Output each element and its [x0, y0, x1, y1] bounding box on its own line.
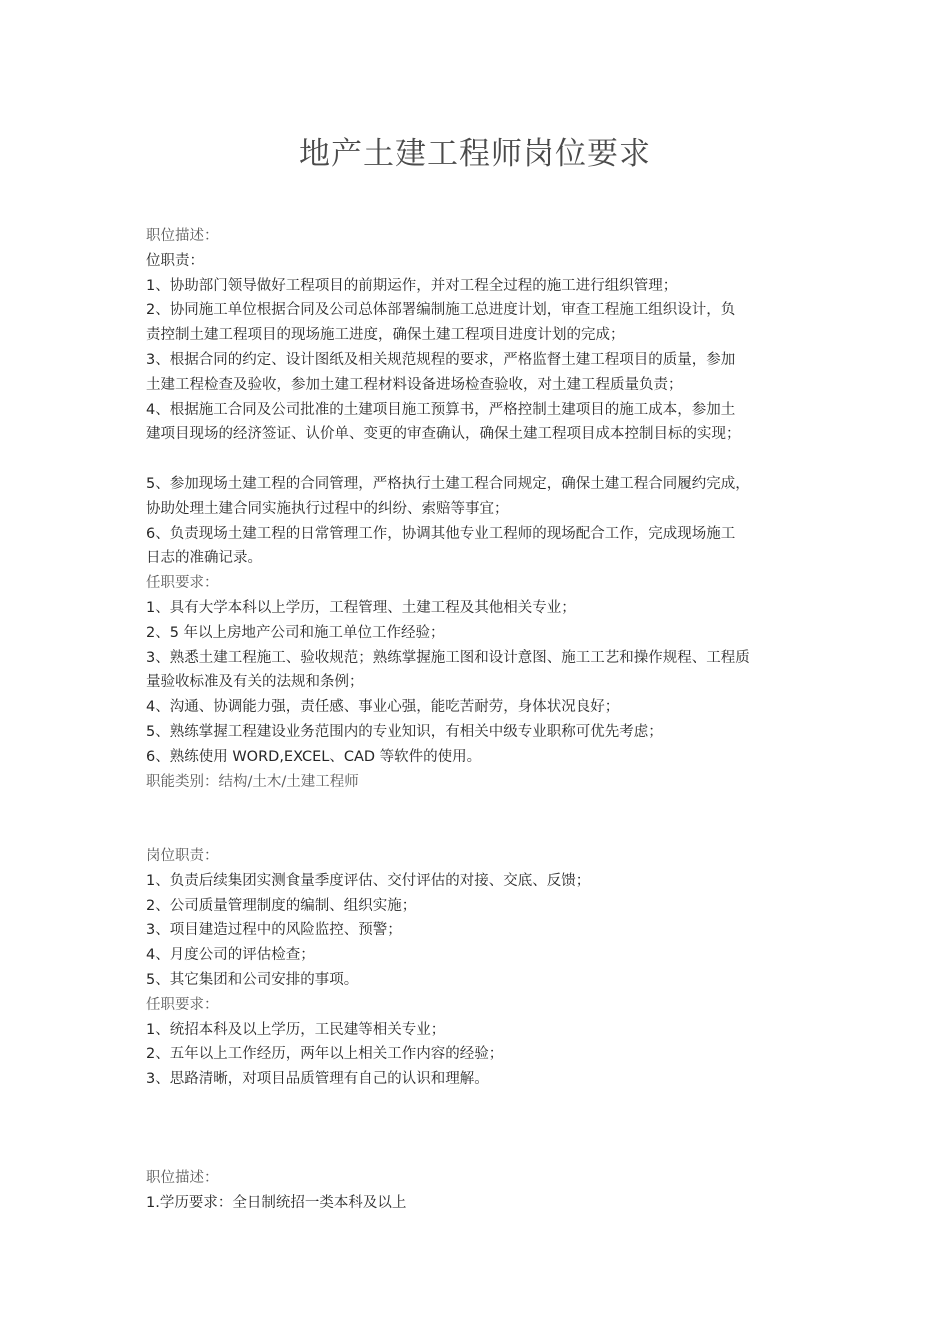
document-title: 地产土建工程师岗位要求	[299, 136, 651, 172]
section2-requirement: 2、五年以上工作经历，两年以上相关工作内容的经验；	[146, 1046, 504, 1063]
section1-line: 2、协同施工单位根据合同及公司总体部署编制施工总进度计划，审查工程施工组织设计，负	[146, 302, 736, 319]
blank-line	[146, 447, 816, 472]
section1-requirements-heading: 任职要求：	[146, 575, 219, 592]
section1-line: 责控制土建工程项目的现场施工进度，确保土建工程项目进度计划的完成；	[146, 327, 625, 344]
section1-line: 6、负责现场土建工程的日常管理工作，协调其他专业工程师的现场配合工作，完成现场施工	[146, 525, 736, 542]
section2-heading: 岗位职责：	[146, 847, 219, 864]
section1-category: 职能类别：结构/土木/土建工程师	[146, 773, 359, 790]
section1-requirement: 1、具有大学本科以上学历，工程管理、土建工程及其他相关专业；	[146, 599, 576, 616]
blank-line	[146, 1092, 816, 1166]
section1-line: 土建工程检查及验收，参加土建工程材料设备进场检查验收，对土建工程质量负责；	[146, 376, 683, 393]
section1-line: 协助处理土建合同实施执行过程中的纠纷、索赔等事宜；	[146, 500, 509, 517]
section2-requirements-heading: 任职要求：	[146, 996, 219, 1013]
section1-requirement: 4、沟通、协调能力强，责任感、事业心强，能吃苦耐劳，身体状况良好；	[146, 699, 620, 716]
section1-heading: 职位描述：	[146, 228, 219, 244]
section1-requirement: 3、熟悉土建工程施工、验收规范；熟练掌握施工图和设计意图、施工工艺和操作规程、工程质	[146, 649, 750, 666]
section1-requirement: 6、熟练使用 WORD,EXCEL、CAD 等软件的使用。	[146, 748, 482, 765]
section1-line: 1、协助部门领导做好工程项目的前期运作，并对工程全过程的施工进行组织管理；	[146, 277, 678, 294]
section1-requirement: 量验收标准及有关的法规和条例；	[146, 674, 364, 691]
section1-line: 建项目现场的经济签证、认价单、变更的审查确认，确保土建工程项目成本控制目标的实现；	[146, 426, 741, 443]
section2-line: 2、公司质量管理制度的编制、组织实施；	[146, 897, 417, 914]
section2-line: 1、负责后续集团实测食量季度评估、交付评估的对接、交底、反馈；	[146, 872, 591, 889]
section3-line: 1.学历要求：全日制统招一类本科及以上	[146, 1195, 407, 1212]
section2-line: 4、月度公司的评估检查；	[146, 947, 315, 964]
section2-requirement: 1、统招本科及以上学历，工民建等相关专业；	[146, 1021, 446, 1038]
section2-line: 5、其它集团和公司安排的事项。	[146, 971, 359, 988]
section3-heading: 职位描述：	[146, 1170, 219, 1187]
section1-line: 日志的准确记录。	[146, 550, 262, 567]
section1-line: 5、参加现场土建工程的合同管理，严格执行土建工程合同规定，确保土建工程合同履约完成，	[146, 475, 750, 492]
section2-requirement: 3、思路清晰，对项目品质管理有自己的认识和理解。	[146, 1071, 489, 1088]
section1-requirement: 5、熟练掌握工程建设业务范围内的专业知识，有相关中级专业职称可优先考虑；	[146, 723, 663, 740]
section1-line: 3、根据合同的约定、设计图纸及相关规范规程的要求，严格监督土建工程项目的质量，参加	[146, 351, 736, 368]
section2-line: 3、项目建造过程中的风险监控、预警；	[146, 922, 402, 939]
section1-subheading: 位职责：	[146, 252, 204, 269]
section1-line: 4、根据施工合同及公司批准的土建项目施工预算书，严格控制土建项目的施工成本，参加土	[146, 401, 736, 418]
section1-requirement: 2、5 年以上房地产公司和施工单位工作经验；	[146, 624, 445, 641]
blank-line	[146, 794, 816, 844]
document-body	[146, 224, 816, 1216]
